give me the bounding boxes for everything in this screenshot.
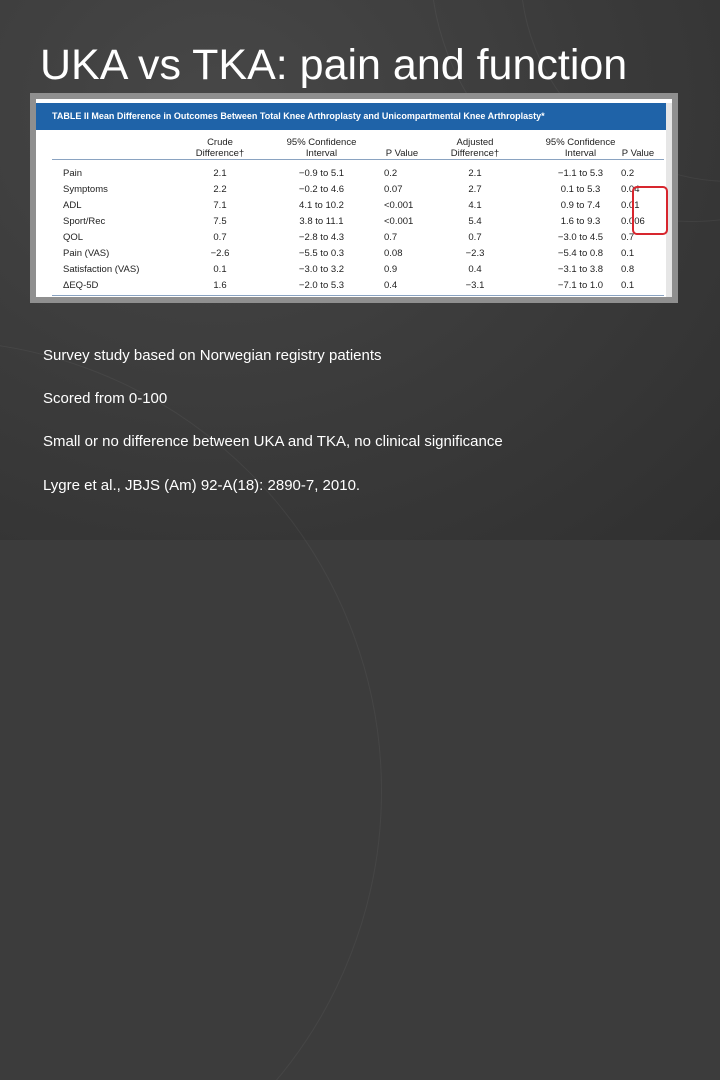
table-cell: 0.2 (384, 168, 398, 179)
table-cell: −3.0 to 4.5 (557, 232, 604, 243)
table-cell: 0.9 (384, 264, 398, 275)
table-cell: 5.4 (468, 216, 482, 227)
column-header-line: Interval (305, 148, 338, 159)
row-label: Pain (VAS) (63, 248, 110, 259)
table-cell: −5.4 to 0.8 (557, 248, 604, 259)
slide-title: UKA vs TKA: pain and function (40, 41, 628, 89)
column-header (613, 137, 663, 159)
column-header (440, 137, 510, 159)
header-rule (52, 159, 664, 160)
table-cell: 0.07 (384, 184, 403, 195)
table-caption: TABLE II Mean Difference in Outcomes Between Total Knee Arthroplasty and Unicompartmental Knee Arthroplasty* (36, 103, 666, 130)
table-cell: 7.1 (213, 200, 227, 211)
row-label: Symptoms (63, 184, 108, 195)
table-cell: 0.7 (213, 232, 227, 243)
table-cell: −3.0 to 3.2 (298, 264, 345, 275)
table-cell: 0.4 (384, 280, 398, 291)
table-cell: 0.1 to 5.3 (560, 184, 601, 195)
column-header-line: P Value (621, 148, 655, 159)
table-cell: 2.1 (468, 168, 482, 179)
column-header-line (372, 137, 432, 148)
column-header-line: Interval (564, 148, 597, 159)
column-header-line: Difference† (195, 148, 245, 159)
table-cell: 0.01 (621, 200, 640, 211)
results-table (36, 99, 672, 297)
table-cell: 2.1 (213, 168, 227, 179)
table-cell: −0.2 to 4.6 (298, 184, 345, 195)
row-label: QOL (63, 232, 84, 243)
row-label: Satisfaction (VAS) (63, 264, 140, 275)
table-cell: 2.7 (468, 184, 482, 195)
table-cell: −3.1 to 3.8 (557, 264, 604, 275)
table-cell: 1.6 (213, 280, 227, 291)
table-cell: 4.1 (468, 200, 482, 211)
table-cell: 0.8 (621, 264, 635, 275)
table-cell: −2.0 to 5.3 (298, 280, 345, 291)
column-header-line (613, 137, 663, 148)
table-cell: −1.1 to 5.3 (557, 168, 604, 179)
table-cell: 0.04 (621, 184, 640, 195)
table-cell: −2.3 (465, 248, 485, 259)
bottom-rule (52, 295, 664, 296)
table-cell: 7.5 (213, 216, 227, 227)
column-header (372, 137, 432, 159)
table-cell: 0.4 (468, 264, 482, 275)
table-cell: 4.1 to 10.2 (299, 200, 344, 211)
slide-text-line: Survey study based on Norwegian registry patients (43, 347, 382, 364)
table-cell: 2.2 (213, 184, 227, 195)
table-cell: 0.9 to 7.4 (560, 200, 601, 211)
row-label: Sport/Rec (63, 216, 106, 227)
table-cell: 0.7 (384, 232, 398, 243)
row-label: ADL (63, 200, 82, 211)
table-cell: −2.6 (210, 248, 230, 259)
column-header (190, 137, 250, 159)
column-header-line: Crude (207, 137, 233, 148)
table-cell: −5.5 to 0.3 (298, 248, 345, 259)
table-cell: 1.6 to 9.3 (560, 216, 601, 227)
column-header-line: Difference† (450, 148, 500, 159)
slide-text-line: Small or no difference between UKA and TKA, no clinical significance (43, 433, 503, 450)
column-header-line: P Value (385, 148, 419, 159)
table-cell: −2.8 to 4.3 (298, 232, 345, 243)
column-header-line: 95% Confidence (286, 137, 357, 148)
table-cell: 0.006 (621, 216, 645, 227)
pvalue-highlight-box (632, 186, 668, 235)
column-header-line: Adjusted (456, 137, 494, 148)
table-cell: 0.7 (621, 232, 635, 243)
row-label: Pain (63, 168, 83, 179)
table-cell: 3.8 to 11.1 (299, 216, 344, 227)
table-cell: −7.1 to 1.0 (557, 280, 604, 291)
table-cell: −0.9 to 5.1 (298, 168, 345, 179)
column-header-line: 95% Confidence (545, 137, 616, 148)
slide-text-line: Scored from 0-100 (43, 390, 168, 407)
column-header (274, 137, 369, 159)
table-cell: 0.7 (468, 232, 482, 243)
table-cell: 0.08 (384, 248, 403, 259)
table-cell: 0.1 (621, 280, 635, 291)
table-cell: <0.001 (384, 216, 414, 227)
table-image-frame (30, 93, 678, 303)
table-cell: 0.1 (213, 264, 227, 275)
table-cell: 0.2 (621, 168, 635, 179)
slide-text-line: Lygre et al., JBJS (Am) 92-A(18): 2890-7, 2010. (43, 477, 361, 494)
table-cell: −3.1 (465, 280, 485, 291)
row-label: ΔEQ-5D (63, 280, 99, 291)
table-cell: <0.001 (384, 200, 414, 211)
table-cell: 0.1 (621, 248, 635, 259)
